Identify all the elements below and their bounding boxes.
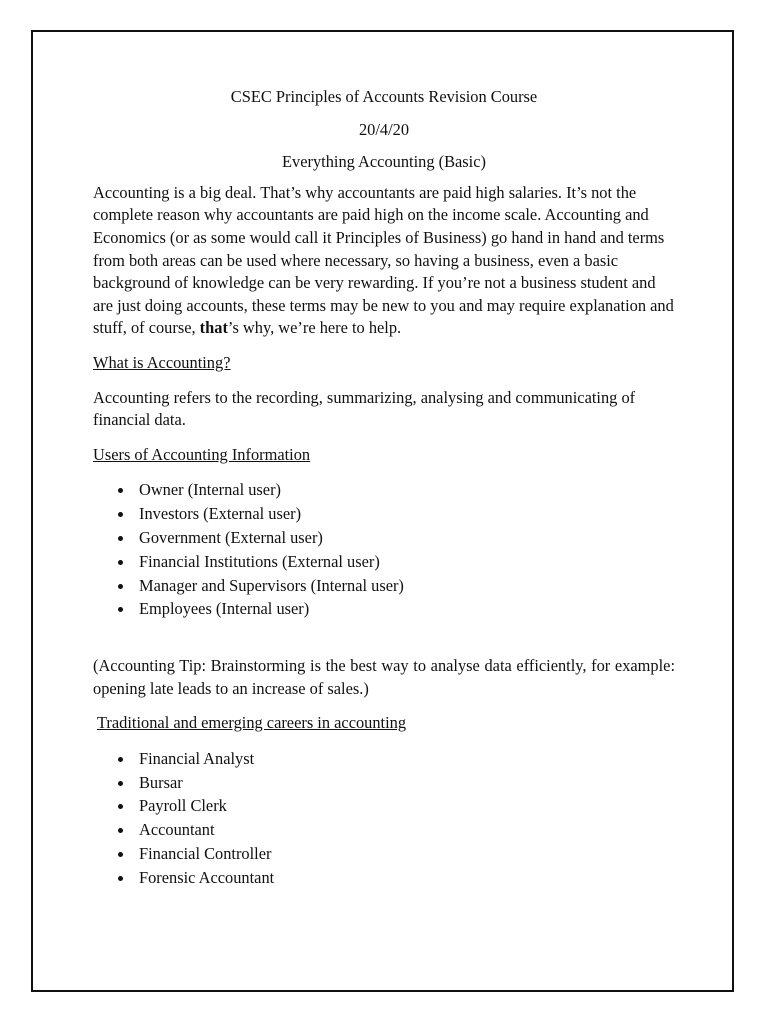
careers-list [93, 747, 675, 890]
list-item: Investors (External user) [139, 502, 675, 526]
intro-paragraph [93, 182, 675, 340]
list-item: Accountant [139, 818, 675, 842]
list-item: Forensic Accountant [139, 866, 675, 890]
definition-paragraph: Accounting refers to the recording, summarizing, analysing and communicating of financial data. [93, 387, 636, 430]
document-date: 20/4/20 [358, 119, 410, 139]
users-heading: Users of Accounting Information [93, 444, 311, 464]
list-item: Manager and Supervisors (Internal user) [139, 574, 675, 598]
document-title: CSEC Principles of Accounts Revision Course [230, 87, 538, 106]
what-is-accounting-heading: What is Accounting? [93, 352, 231, 372]
careers-heading: Traditional and emerging careers in accounting [97, 713, 407, 733]
list-item: Financial Controller [139, 842, 675, 866]
accounting-tip: (Accounting Tip: Brainstorming is the best way to analyse data efficiently, for example: opening late leads to an increase of sales.) [93, 656, 675, 698]
list-item: Employees (Internal user) [139, 597, 675, 621]
list-item: Owner (Internal user) [139, 478, 675, 502]
intro-bold-word: that [199, 318, 228, 338]
list-item: Bursar [139, 771, 675, 795]
list-item: Financial Analyst [139, 747, 675, 771]
list-item: Government (External user) [139, 526, 675, 550]
document-body [93, 86, 675, 890]
intro-text-start: Accounting is a big deal. That’s why accountants are paid high salaries. It’s not the complete reason why accountants are paid high on the income scale. Accounting and Economics (or as some would call it Principles of Business) go hand in hand and terms from both areas can be used where necessary, so having a business, even a basic background of knowledge can be very rewarding. If you’re not a business student and are just doing accounts, these terms may be new to you and may require explanation and stuff, of course, [93, 182, 674, 338]
document-subtitle: Everything Accounting (Basic) [282, 152, 486, 172]
list-item: Financial Institutions (External user) [139, 550, 675, 574]
intro-text-end: ’s why, we’re here to help. [227, 318, 402, 338]
users-list [93, 478, 675, 621]
list-item: Payroll Clerk [139, 794, 675, 818]
